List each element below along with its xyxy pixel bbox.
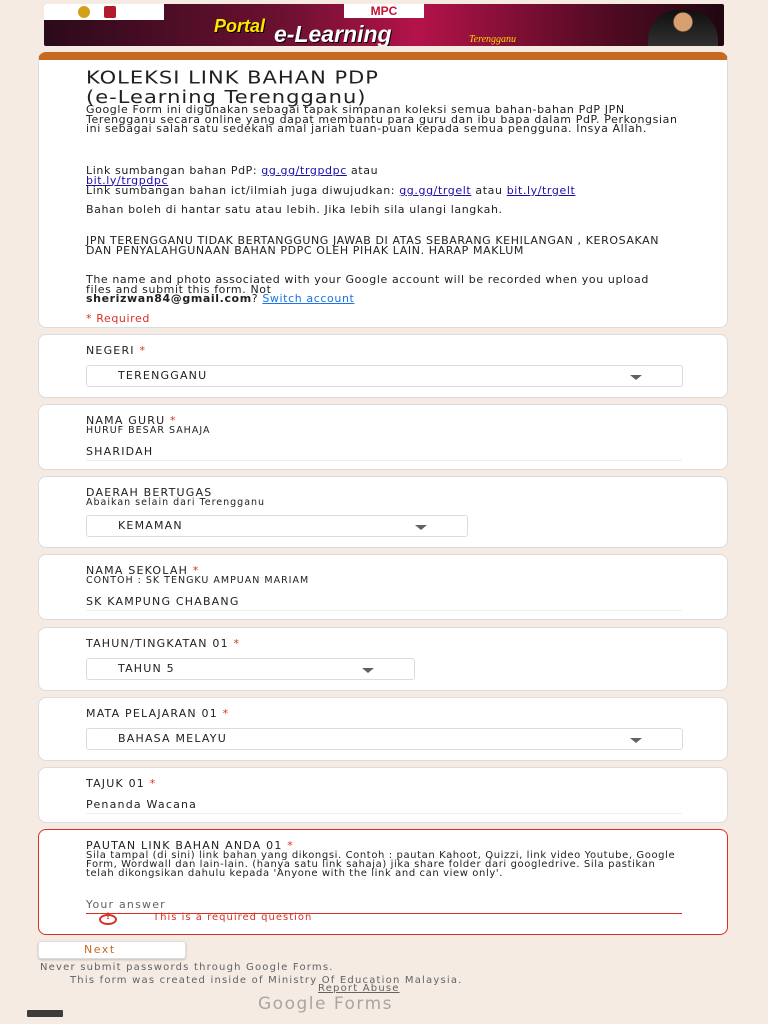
- question-tahun: [38, 627, 728, 691]
- form-header-card: [38, 52, 728, 328]
- created-note: This form was created inside of Ministry Of Education Malaysia.: [70, 975, 463, 986]
- tahun-dropdown[interactable]: TAHUN 5: [86, 658, 415, 680]
- question-help: Abaikan selain dari Terengganu: [86, 497, 266, 508]
- question-help: CONTOH : SK TENGKU AMPUAN MARIAM: [86, 575, 310, 586]
- nama-sekolah-input[interactable]: SK KAMPUNG CHABANG: [86, 595, 682, 611]
- header-banner: [44, 4, 724, 46]
- agency-logos: [44, 4, 164, 20]
- link-gg-trgpdpc[interactable]: gg.gg/trgpdpc: [261, 164, 347, 177]
- chevron-down-icon: [630, 375, 642, 380]
- question-nama-guru: [38, 404, 728, 470]
- question-nama-sekolah: [38, 554, 728, 620]
- report-abuse-link[interactable]: Report Abuse: [318, 983, 400, 994]
- jata-icon: [104, 6, 116, 18]
- form-intro: Google Form ini digunakan sebagai tapak simpanan koleksi semua bahan-bahan PdP JPN Terengganu secara online yang dapat membantu para guru dan ibu bapa dalam PdP. Perkongsian ini sebagai salah satu sedekah amal jariah tuan-puan kepada semua pengguna. Insya Allah.: [86, 103, 678, 136]
- tajuk-input[interactable]: Penanda Wacana: [86, 798, 682, 814]
- nama-guru-input[interactable]: SHARIDAH: [86, 445, 682, 461]
- feedback-tab[interactable]: [27, 1010, 63, 1017]
- google-forms-logo: Google Forms: [258, 994, 394, 1014]
- question-label: MATA PELAJARAN 01 *: [86, 707, 230, 720]
- error-icon: [99, 914, 117, 925]
- banner-tagline: Terengganu: [469, 34, 517, 45]
- link-bitly-trgpdpc[interactable]: bit.ly/trgpdpc: [86, 173, 169, 187]
- ict-links: Link sumbangan bahan ict/ilmiah juga diwujudkan: gg.gg/trgelt atau bit.ly/trgelt: [86, 184, 576, 197]
- chevron-down-icon: [362, 668, 374, 673]
- repeat-note: Bahan boleh di hantar satu atau lebih. Jika lebih sila ulangi langkah.: [86, 203, 503, 216]
- banner-elearning-text: e-Learning: [274, 21, 392, 46]
- required-note: * Required: [86, 312, 150, 325]
- question-negeri: [38, 334, 728, 398]
- question-daerah: [38, 476, 728, 548]
- chevron-down-icon: [630, 738, 642, 743]
- question-label: NAMA SEKOLAH *: [86, 564, 200, 577]
- pautan-input[interactable]: Your answer: [86, 898, 682, 914]
- question-label: TAHUN/TINGKATAN 01 *: [86, 637, 241, 650]
- mpc-logo: MPC: [344, 4, 424, 18]
- disclaimer: JPN TERENGGANU TIDAK BERTANGGUNG JAWAB DI ATAS SEBARANG KEHILANGAN , KEROSAKAN DAN PENYALAHGUNAAN BAHAN PDPC OLEH PIHAK LAIN. HARAP MAKLUM: [86, 234, 660, 257]
- question-help: HURUF BESAR SAHAJA: [86, 425, 211, 436]
- pdp-links: Link sumbangan bahan PdP: gg.gg/trgpdpc atau bit.ly/trgpdpc: [86, 164, 379, 187]
- banner-portal-text: Portal: [214, 16, 266, 36]
- daerah-dropdown[interactable]: KEMAMAN: [86, 515, 468, 537]
- question-label: DAERAH BERTUGAS: [86, 486, 213, 499]
- negeri-dropdown[interactable]: TERENGGANU: [86, 365, 683, 387]
- link-bitly-trgelt[interactable]: bit.ly/trgelt: [506, 184, 576, 197]
- link-gg-trgelt[interactable]: gg.gg/trgelt: [399, 184, 472, 197]
- form-title: KOLEKSI LINK BAHAN PDP (e-Learning Terengganu): [86, 67, 379, 108]
- question-mata-pelajaran: [38, 697, 728, 761]
- question-label: NEGERI *: [86, 344, 147, 357]
- question-tajuk: [38, 767, 728, 823]
- mata-pelajaran-dropdown[interactable]: BAHASA MELAYU: [86, 728, 683, 750]
- password-warning: Never submit passwords through Google Forms.: [40, 962, 334, 973]
- account-note: The name and photo associated with your Google account will be recorded when you upload files and submit this form. Not sherizwan84@gmail.com? Switch account: [86, 273, 649, 306]
- switch-account-link[interactable]: Switch account: [262, 292, 355, 306]
- chevron-down-icon: [415, 525, 427, 530]
- question-pautan: [38, 829, 728, 935]
- question-label: TAJUK 01 *: [86, 777, 157, 790]
- account-email: sherizwan84@gmail.com: [86, 292, 252, 306]
- crest-icon: [78, 6, 90, 18]
- question-help: Sila tampal (di sini) link bahan yang dikongsi. Contoh : pautan Kahoot, Quizzi, link video Youtube, Google Form, Wordwall dan lain-lain. (hanya satu link sahaja) jika share folder dari googledrive. Sila pastikan telah dikongsikan dahulu kepada 'Anyone with the link and can view only'.: [86, 850, 676, 880]
- next-button[interactable]: Next: [38, 941, 186, 959]
- error-message: This is a required question: [153, 912, 313, 923]
- question-label: PAUTAN LINK BAHAN ANDA 01 *: [86, 839, 294, 852]
- person-photo: [648, 10, 718, 46]
- question-label: NAMA GURU *: [86, 414, 177, 427]
